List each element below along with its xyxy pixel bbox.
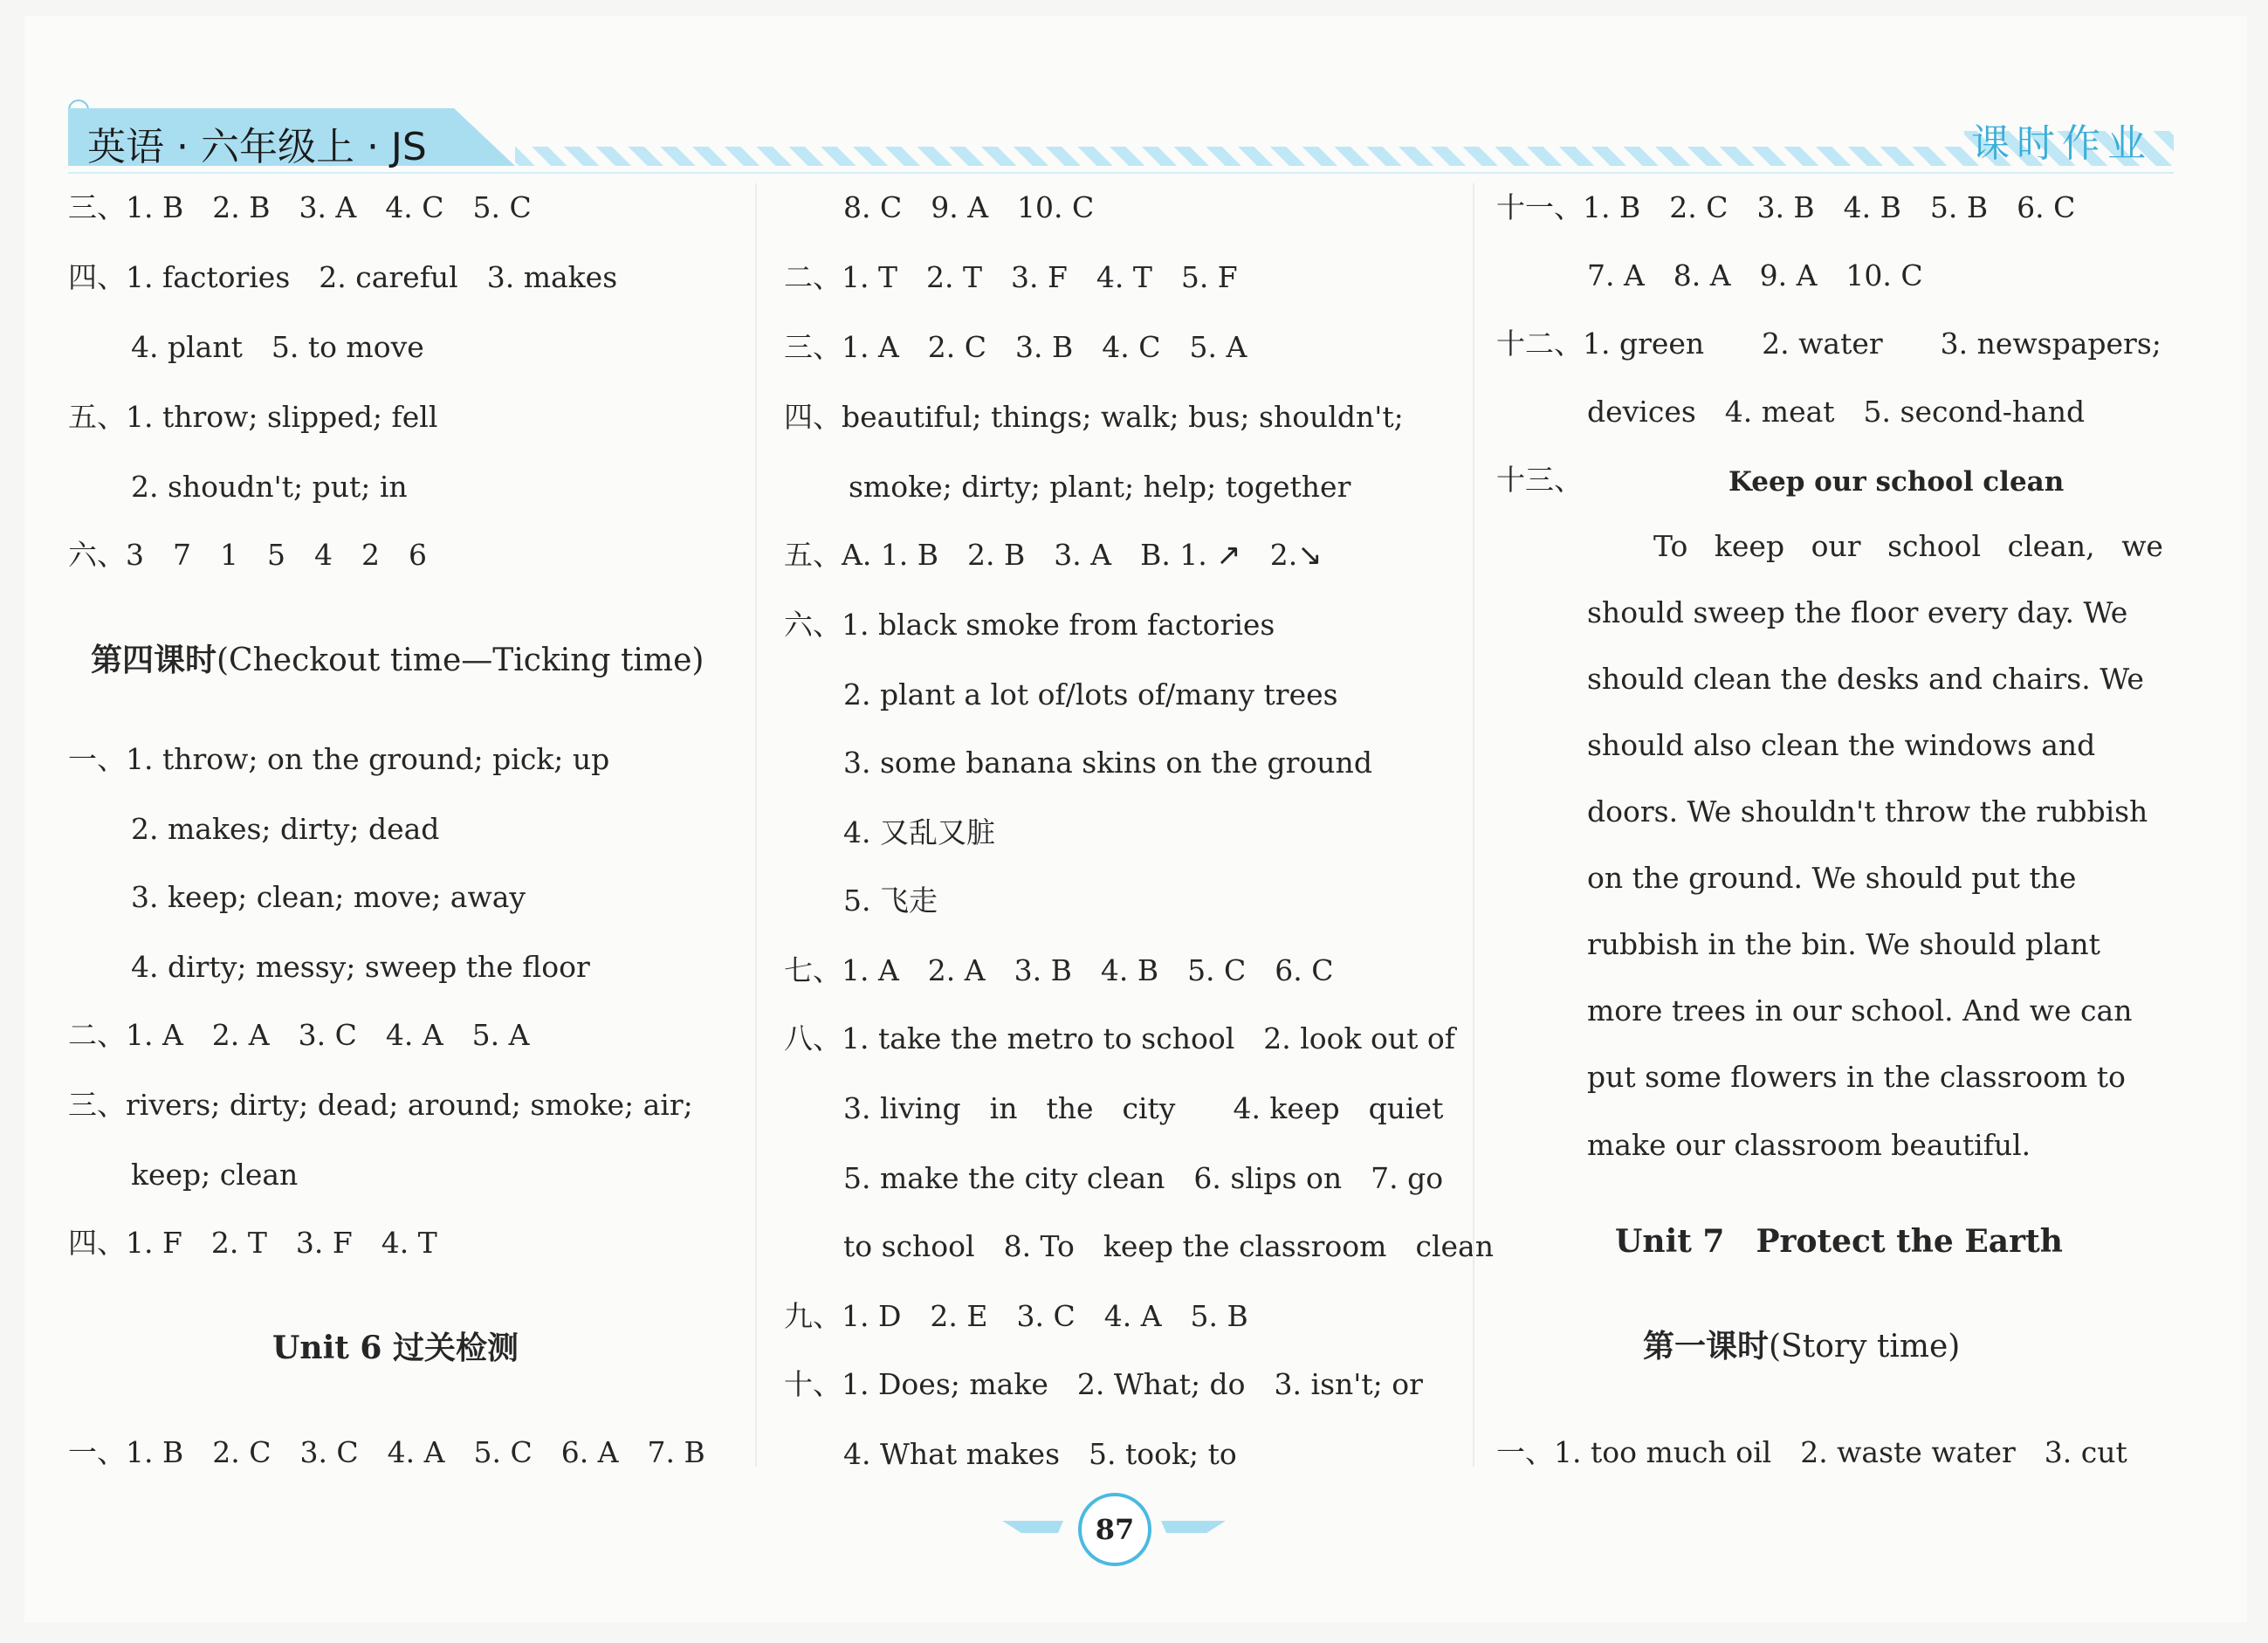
essay-line: should also clean the windows and <box>1587 728 2096 762</box>
answer-line: keep; clean <box>131 1158 299 1192</box>
essay-word: keep <box>1714 529 1785 563</box>
essay-line: put some flowers in the classroom to <box>1587 1060 2126 1094</box>
essay-word: clean, <box>2007 529 2095 563</box>
answer-line: 4. 又乱又脏 <box>843 815 995 849</box>
rising-intonation-icon: ↗ <box>1216 538 1241 573</box>
answer-line: 七、1. A 2. A 3. B 4. B 5. C 6. C <box>784 953 1334 987</box>
essay-word: we <box>2121 529 2163 563</box>
answer-line: 三、1. B 2. B 3. A 4. C 5. C <box>68 190 532 224</box>
unit-heading: Unit 7 Protect the Earth <box>1615 1223 2063 1260</box>
answer-line: to school 8. To keep the classroom clean <box>843 1229 1494 1263</box>
lesson-heading <box>1643 1329 1960 1365</box>
lesson-heading-bold: 第一课时 <box>1643 1328 1770 1365</box>
answer-line: smoke; dirty; plant; help; together <box>849 470 1351 504</box>
essay-line: more trees in our school. And we can <box>1587 993 2133 1028</box>
essay-line: on the ground. We should put the <box>1587 861 2077 895</box>
answer-line: 三、rivers; dirty; dead; around; smoke; air; <box>68 1088 693 1122</box>
answer-line: 7. A 8. A 9. A 10. C <box>1587 258 1923 292</box>
answer-line: 六、1. black smoke from factories <box>784 608 1275 642</box>
essay-line: should sweep the floor every day. We <box>1587 595 2128 629</box>
essay-line: should clean the desks and chairs. We <box>1587 662 2144 696</box>
lesson-heading-light: (Story time) <box>1769 1329 1961 1365</box>
answer-line: 二、1. T 2. T 3. F 4. T 5. F <box>784 260 1238 294</box>
essay-word: school <box>1887 529 1982 563</box>
answer-line: 4. dirty; messy; sweep the floor <box>131 950 590 984</box>
answer-text: 五、A. 1. B 2. B 3. A B. 1. <box>784 538 1207 572</box>
answer-line: 三、1. A 2. C 3. B 4. C 5. A <box>784 330 1247 364</box>
answer-line: 四、1. F 2. T 3. F 4. T <box>68 1226 437 1260</box>
answer-line: 2. makes; dirty; dead <box>131 812 440 846</box>
answer-line: 八、1. take the metro to school 2. look out of <box>784 1021 1455 1055</box>
essay-line <box>1653 529 2163 564</box>
answer-line: 5. 飞走 <box>843 883 938 918</box>
page-number-text: 87 <box>1095 1513 1135 1546</box>
answer-line: 一、1. B 2. C 3. C 4. A 5. C 6. A 7. B <box>68 1435 705 1469</box>
answer-line: 4. plant 5. to move <box>131 330 424 364</box>
answer-line: 一、1. too much oil 2. waste water 3. cut <box>1496 1435 2127 1469</box>
page-header <box>0 0 2268 183</box>
essay-word: our <box>1811 529 1861 563</box>
essay-title: Keep our school clean <box>1728 466 2065 498</box>
lesson-heading-light: (Checkout time—Ticking time) <box>216 643 704 678</box>
answer-line: 六、3 7 1 5 4 2 6 <box>68 538 427 572</box>
answer-line: 十二、1. green 2. water 3. newspapers; <box>1496 327 2161 361</box>
brand-text: 课时作业 <box>1971 121 2153 166</box>
answer-line: 2. plant a lot of/lots of/many trees <box>843 677 1338 712</box>
lesson-heading <box>91 643 704 678</box>
falling-intonation-icon: ↘ <box>1297 538 1323 573</box>
answer-line: 8. C 9. A 10. C <box>843 190 1095 224</box>
answer-line: 五、1. throw; slipped; fell <box>68 400 438 434</box>
answer-line: 3. some banana skins on the ground <box>843 746 1372 780</box>
essay-word: To <box>1653 529 1688 563</box>
section-heading: Unit 6 过关检测 <box>272 1330 519 1366</box>
answer-line: 一、1. throw; on the ground; pick; up <box>68 742 610 776</box>
brand-logo <box>1971 112 2172 173</box>
answer-line: devices 4. meat 5. second-hand <box>1587 395 2086 429</box>
answer-line: 5. make the city clean 6. slips on 7. go <box>843 1161 1444 1195</box>
answer-text: 2. <box>1269 538 1298 572</box>
answer-line: 2. shoudn't; put; in <box>131 470 408 504</box>
answer-line: 3. living in the city 4. keep quiet <box>843 1091 1444 1125</box>
answer-line: 四、1. factories 2. careful 3. makes <box>68 260 618 294</box>
answer-line: 二、1. A 2. A 3. C 4. A 5. A <box>68 1018 530 1052</box>
page-number <box>1078 1493 1151 1566</box>
answer-line: 十、1. Does; make 2. What; do 3. isn't; or <box>784 1367 1423 1401</box>
essay-line: rubbish in the bin. We should plant <box>1587 927 2100 961</box>
lesson-heading-bold: 第四课时 <box>91 642 217 678</box>
answer-line: 3. keep; clean; move; away <box>131 880 526 914</box>
answer-line <box>784 538 1323 573</box>
header-title: 英语 · 六年级上 · JS <box>87 125 427 169</box>
answer-line: 十一、1. B 2. C 3. B 4. B 5. B 6. C <box>1496 190 2076 224</box>
answer-line: 4. What makes 5. took; to <box>843 1437 1237 1471</box>
answer-line: 九、1. D 2. E 3. C 4. A 5. B <box>784 1299 1248 1333</box>
essay-line: doors. We shouldn't throw the rubbish <box>1587 794 2148 828</box>
answer-line: 十三、 <box>1496 463 1583 497</box>
answer-line: 四、beautiful; things; walk; bus; shouldn't; <box>784 400 1404 434</box>
essay-line: make our classroom beautiful. <box>1587 1128 2031 1162</box>
